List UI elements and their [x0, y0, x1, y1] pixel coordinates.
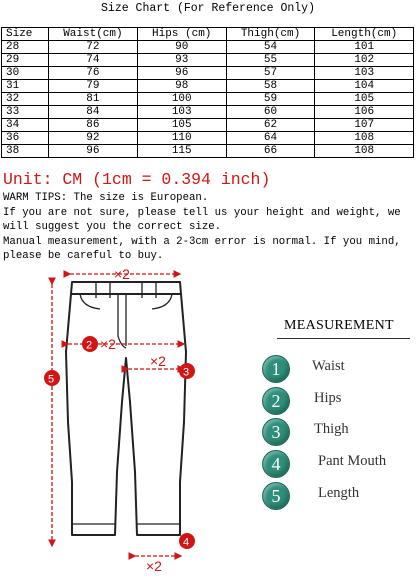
- cell-thigh: 60: [226, 106, 315, 119]
- legend-label: Waist: [312, 358, 345, 374]
- size-table-header-row: [2, 28, 414, 41]
- table-row: [2, 93, 414, 106]
- cell-length: 101: [315, 41, 414, 54]
- cell-length: 103: [315, 67, 414, 80]
- tip-line: WARM TIPS: The size is European.: [3, 192, 209, 204]
- measurement-title: MEASUREMENT: [284, 318, 394, 333]
- tip-line: If you are not sure, please tell us your height and weight, we: [3, 206, 401, 219]
- cell-thigh: 57: [226, 67, 315, 80]
- cell-thigh: 62: [226, 119, 315, 132]
- cell-waist: 76: [49, 67, 138, 80]
- cell-waist: 96: [49, 145, 138, 158]
- cell-size: 38: [2, 145, 49, 158]
- thigh-times-label: ×2: [150, 353, 166, 369]
- legend-number-badge: 2: [262, 387, 290, 415]
- warm-tips: [3, 191, 415, 264]
- cell-hips: 115: [137, 145, 226, 158]
- mouth-times-label: ×2: [146, 558, 162, 574]
- cell-waist: 84: [49, 106, 138, 119]
- cell-hips: 90: [137, 41, 226, 54]
- cell-length: 102: [315, 54, 414, 67]
- header-thigh: Thigh(cm): [226, 28, 315, 41]
- pants-diagram: [0, 262, 270, 579]
- cell-length: 107: [315, 119, 414, 132]
- cell-length: 108: [315, 145, 414, 158]
- table-row: [2, 54, 414, 67]
- table-row: [2, 80, 414, 93]
- legend-label: Thigh: [314, 421, 349, 437]
- tip-line: will suggest you the correct size.: [3, 221, 222, 233]
- size-chart-title: Size Chart (For Reference Only): [101, 2, 315, 15]
- tip-line: please be careful to buy.: [3, 250, 164, 262]
- cell-size: 34: [2, 119, 49, 132]
- cell-length: 106: [315, 106, 414, 119]
- legend-label: Hips: [314, 390, 342, 406]
- cell-hips: 98: [137, 80, 226, 93]
- hips-times-label: ×2: [100, 336, 116, 352]
- cell-thigh: 59: [226, 93, 315, 106]
- cell-hips: 93: [137, 54, 226, 67]
- table-row: [2, 119, 414, 132]
- header-waist: Waist(cm): [49, 28, 138, 41]
- cell-size: 28: [2, 41, 49, 54]
- header-length: Length(cm): [315, 28, 414, 41]
- cell-thigh: 64: [226, 132, 315, 145]
- cell-waist: 72: [49, 41, 138, 54]
- cell-thigh: 66: [226, 145, 315, 158]
- legend-label: Length: [318, 485, 360, 501]
- legend-number-badge: 5: [262, 482, 290, 510]
- tip-line: Manual measurement, with a 2-3cm error is normal. If you mind,: [3, 235, 401, 248]
- unit-note: Unit: CM (1cm = 0.394 inch): [3, 170, 271, 189]
- cell-length: 108: [315, 132, 414, 145]
- legend-number-badge: 4: [262, 450, 290, 478]
- cell-size: 29: [2, 54, 49, 67]
- measurement-underline: [277, 338, 410, 339]
- cell-thigh: 58: [226, 80, 315, 93]
- marker-4-number: 4: [183, 536, 190, 549]
- cell-waist: 86: [49, 119, 138, 132]
- cell-length: 104: [315, 80, 414, 93]
- waist-times-label: ×2: [114, 266, 130, 282]
- cell-size: 31: [2, 80, 49, 93]
- cell-hips: 105: [137, 119, 226, 132]
- cell-size: 30: [2, 67, 49, 80]
- marker-2-number: 2: [86, 339, 93, 352]
- cell-hips: 110: [137, 132, 226, 145]
- cell-size: 33: [2, 106, 49, 119]
- cell-size: 36: [2, 132, 49, 145]
- table-row: [2, 132, 414, 145]
- cell-hips: 103: [137, 106, 226, 119]
- header-size: Size: [2, 28, 49, 41]
- size-table: [1, 27, 414, 158]
- legend-label: Pant Mouth: [318, 453, 387, 469]
- header-hips: Hips (cm): [137, 28, 226, 41]
- cell-size: 32: [2, 93, 49, 106]
- table-row: [2, 106, 414, 119]
- cell-waist: 79: [49, 80, 138, 93]
- cell-hips: 96: [137, 67, 226, 80]
- cell-waist: 81: [49, 93, 138, 106]
- marker-5-number: 5: [48, 373, 55, 386]
- cell-thigh: 54: [226, 41, 315, 54]
- table-row: [2, 67, 414, 80]
- cell-length: 105: [315, 93, 414, 106]
- cell-hips: 100: [137, 93, 226, 106]
- cell-waist: 92: [49, 132, 138, 145]
- marker-3-number: 3: [183, 366, 190, 379]
- pants-outline: [66, 282, 186, 535]
- cell-thigh: 55: [226, 54, 315, 67]
- legend-number-badge: 1: [262, 355, 290, 383]
- table-row: [2, 41, 414, 54]
- table-row: [2, 145, 414, 158]
- legend-number-badge: 3: [262, 418, 290, 446]
- cell-waist: 74: [49, 54, 138, 67]
